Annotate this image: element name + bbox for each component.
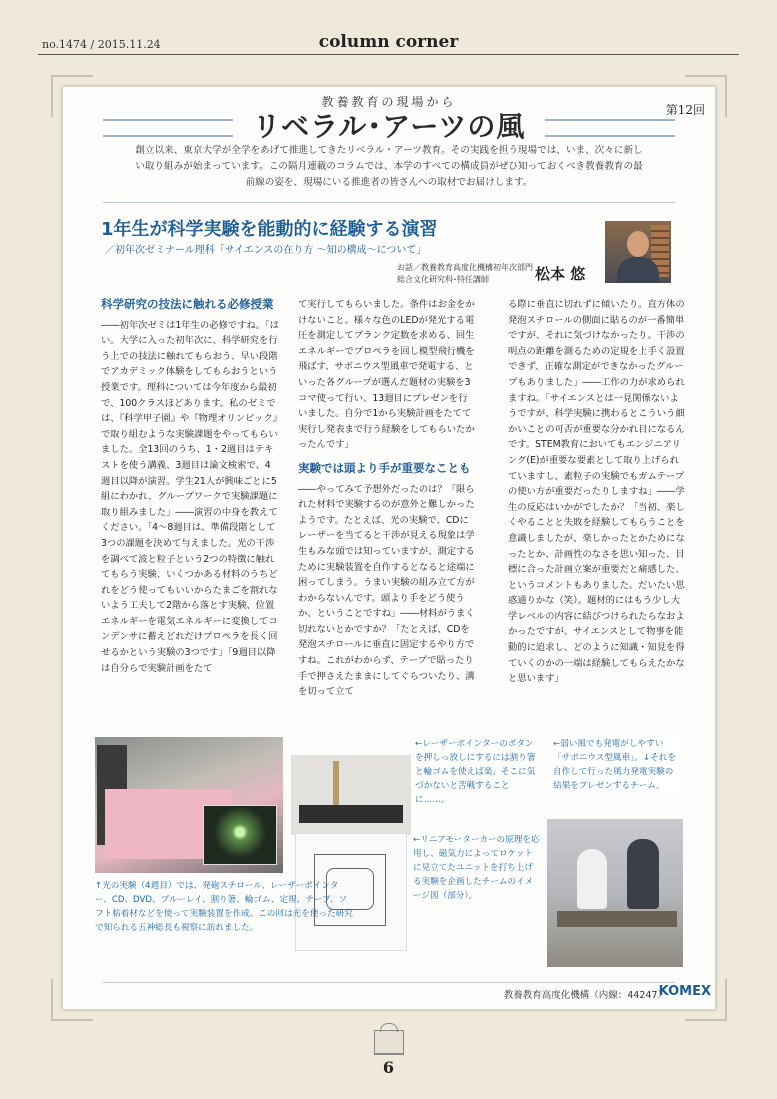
series-number: 第12回	[665, 103, 705, 117]
presentation-photo	[547, 819, 683, 967]
portrait-face-shape	[627, 231, 649, 257]
body-text: て実行してもらいました。条件はお金をかけないこと。様々な色のLEDが発光する電圧を測定してプランク定数を求める、回生エネルギーでプロペラを回し模型飛行機を飛ばす、サボニウス型風車で発電する、といった各グループが選んだ題材の実験を3コマ使って行い、13週目にプレゼンを行いました。自分で1から実験計画をたてて実行し発表まで行う経験をしてもらいたかったんです」	[298, 299, 475, 451]
table-shape	[557, 911, 677, 927]
column-title: column corner	[318, 32, 459, 52]
section-divider	[103, 197, 675, 209]
page-number: 6	[382, 1058, 395, 1077]
series-subtitle: 教養教育の現場から	[321, 95, 457, 109]
text-column-2	[298, 297, 476, 700]
portrait-body-shape	[617, 257, 659, 283]
student-figure	[627, 839, 659, 909]
header-rule	[38, 54, 739, 55]
article-title: 1年生が科学実験を能動的に経験する演習	[101, 219, 438, 240]
interference-inset-photo	[203, 805, 277, 865]
author-name: 松本 悠	[535, 265, 586, 283]
footer-org: 教養教育高度化機構（内線：44247）	[503, 990, 667, 1001]
author-affiliation: お話／教養教育高度化機構初年次部門 総合文化研究科･特任講師	[397, 263, 533, 284]
article-panel	[62, 86, 716, 1010]
keyboard-shape	[299, 805, 403, 823]
photo-area	[95, 737, 683, 977]
laser-pointer-photo	[291, 755, 411, 835]
body-text: ――初年次ゼミは1年生の必修ですね。「はい。大学に入った初年次に、科学研究を行う上での技法に触れてもらおう、早い段階でアカデミック体験をしてもらおうという授業です。理科については今年度から最初で、100クラスほどあります。私のゼミでは、『科学甲子園』や『物理オリンピック』で取り組むような実験課題をやってもらいました。全13回のうち、1・2週目はテキストを使う講義、3週目は論文検索で、4週目以降が演習。学生21人が興味ごとに5組にわかれ、グループワークで実験課題に取り組みました」――演習の中身を教えてください。「4〜8週目は、準備段階として3つの課題を決めて与えました。光の干渉を調べて波と粒子という2つの特徴に触れてもらう実験、いくつかある材料のうちどれをどう使ってもいいからたまごを割れないよう工夫して2階から落とす実験、位置エネルギーを電気エネルギーに変換してコンデンサに蓄えどれだけプロペラを長く回せるかという実験の3つです」「9週目以降は自分らで実験計画をたて	[101, 319, 279, 674]
frame-corner	[51, 979, 93, 1021]
caption-light-experiment: ↑光の実験（4週目）では、発砲スチロール、レーザーポインター、CD、DVD、ブルーレイ、割り箸、輪ゴム、定規、テープ、ソフト粘着材などを使って実験装置を作成。この回は光を使った研究で知られる五神総長も視察に訪れました。	[95, 881, 353, 933]
caption-wind-turbine-text: ←弱い風でも発電がしやすい「サボニウス型風車」。↓それを自作して行った風力発電実験の結果をプレゼンするチーム。	[551, 735, 681, 795]
section-heading: 科学研究の技法に触れる必修授業	[101, 297, 274, 311]
author-photo	[605, 221, 671, 283]
komex-logo: KOMEX	[658, 984, 711, 999]
section-heading: 実験では頭より手が重要なことも	[298, 460, 471, 475]
text-column-3	[508, 297, 686, 687]
student-figure	[577, 849, 607, 909]
caption-laser-pointer: ←レーザーポインターのボタンを押しっ放しにするには割り箸と輪ゴムを使えば楽。そこに気づかないと苦戦することに……。	[415, 739, 536, 805]
series-intro: 創立以来、東京大学が全学をあげて推進してきたリベラル・アーツ教育。その実践を担う現場では、いま、次々に新しい取り組みが始まっています。この隔月連載のコラムでは、本学のすべての構成員がぜひ知っておくべき教養教育の最前線の姿を、現場にいる推進者の皆さんへの取材でお届けします。	[135, 145, 643, 188]
building-emblem-icon	[374, 1030, 404, 1055]
body-text: ――やってみて予想外だったのは？「限られた材料で実験するのが意外と難しかったようです。たとえば、光の実験で、CDにレーザーを当てると干渉が見える現象は学生もみな頭では知っていますが、測定するために実験装置を自作するとなると途端に困ってしまう。うまい実験の組み立て方がわからないんです。頭より手をどう使うか、ということですね」――材料がうまく切れないとかですか？「たとえば、CDを発泡スチロールに垂直に固定するやり方ですね。これがわからず、テープで貼ったり手で押さえたままにしてぐらついたり、溝を切って立て	[298, 483, 475, 698]
caption-linear-motor: ←リニアモーターカーの原理を応用し、磁気力によってロケットに見立てたユニットを打ち上げる実験を企画したチームのイメージ図（部分）。	[413, 835, 540, 901]
article-subtitle: ／初年次ゼミナール理科「サイエンスの在り方 〜知の構成〜について」	[105, 245, 427, 256]
issue-label: no.1474 / 2015.11.24	[42, 38, 161, 51]
body-text: る際に垂直に切れずに傾いたり。直方体の発泡スチロールの側面に貼るのが一番簡単ですが、それに気づけなかったり。干渉の明点の距離を測るための定規を上手く設置できず、正確な測定ができなかったグループもありました」――工作の力が求められますね。「サイエンスとは一見関係ないようですが、科学実験に携わるとこういう細かいことの可否が重要な分かれ目になるんです。STEM教育においてもエンジニアリング(E)が重要な要素として取り上げられていますし、素粒子の実験でもガムテープの使い方が重要だったりしますね」――学生の反応はいかがでしたか？「当初、楽しくやることと失敗を経験してもらうことを意識しましたが、楽しかったとかためになったとか、計画性のなさを思い知った、目標に合った計画立案が重要だと痛感した、というコメントもありました。だいたい思惑通りかな（笑）。題材的にはもう少し大学レベルの内容に結びつけられたらなおよかったですが、サイエンスとして物事を能動的に追求し、どのように知識・知見を得ていくのかの一端は経験してもらえたかなと思います」	[508, 299, 685, 685]
light-experiment-photo	[95, 737, 283, 873]
footer-rule	[103, 982, 675, 983]
text-column-1	[101, 297, 279, 676]
series-title: リベラル･アーツの風	[252, 110, 526, 143]
